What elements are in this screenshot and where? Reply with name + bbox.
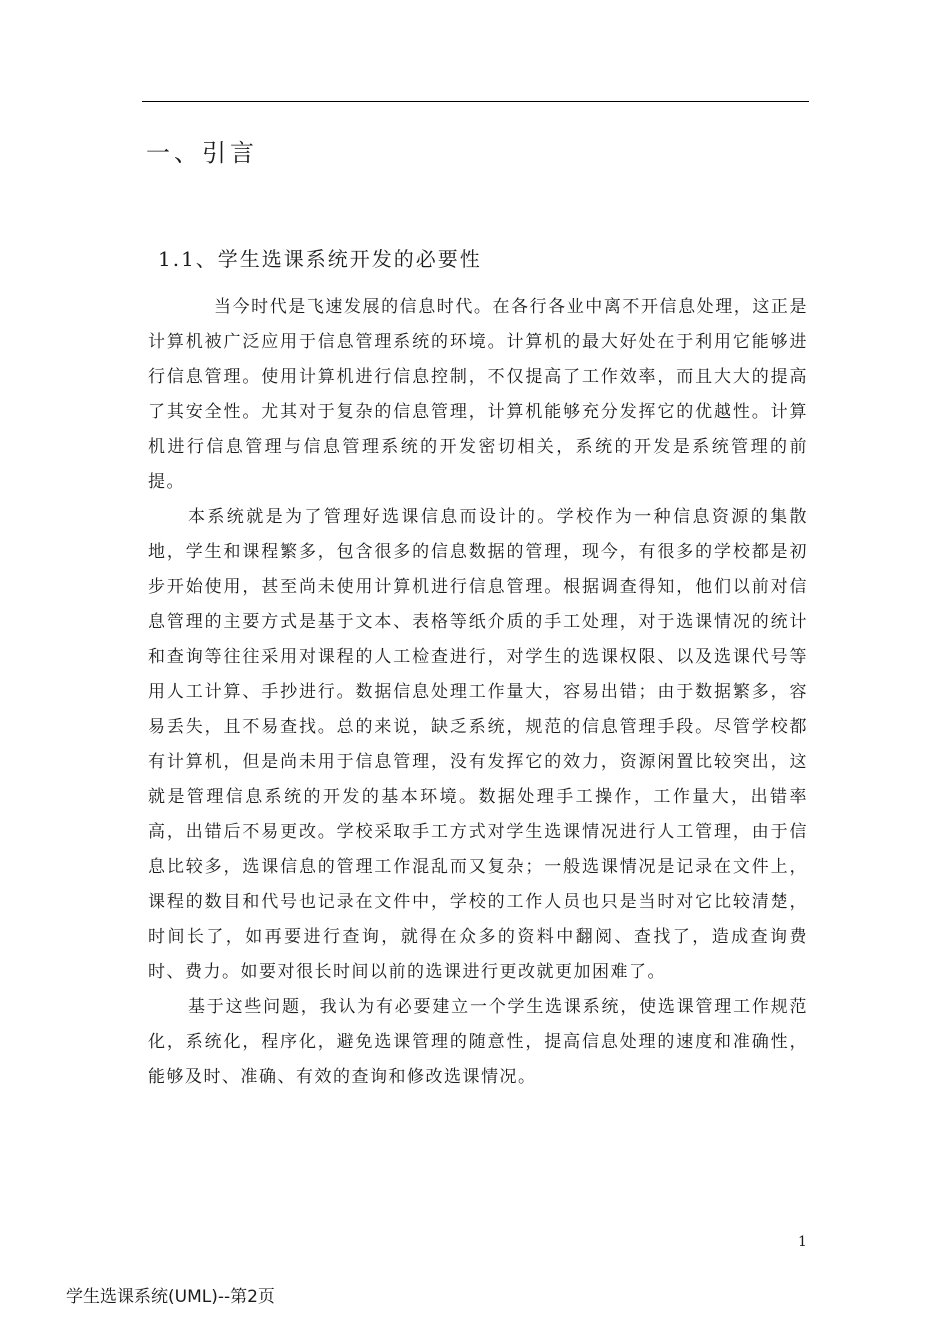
subsection-heading: 1.1、学生选课系统开发的必要性: [158, 247, 482, 271]
section-heading: 一、引言: [146, 139, 258, 167]
footer-caption: 学生选课系统(UML)--第2页: [66, 1287, 275, 1307]
paragraph: 本系统就是为了管理好选课信息而设计的。学校作为一种信息资源的集散地，学生和课程繁多，包含很多的信息数据的管理，现今，有很多的学校都是初步开始使用，甚至尚未使用计算机进行信息管理。根据调查得知，他们以前对信息管理的主要方式是基于文本、表格等纸介质的手工处理，对于选课情况的统计和查询等往往采用对课程的人工检查进行，对学生的选课权限、以及选课代号等用人工计算、手抄进行。数据信息处理工作量大，容易出错；由于数据繁多，容易丢失，且不易查找。总的来说，缺乏系统，规范的信息管理手段。尽管学校都有计算机，但是尚未用于信息管理，没有发挥它的效力，资源闲置比较突出，这就是管理信息系统的开发的基本环境。数据处理手工操作，工作量大，出错率高，出错后不易更改。学校采取手工方式对学生选课情况进行人工管理，由于信息比较多，选课信息的管理工作混乱而又复杂；一般选课情况是记录在文件上，课程的数目和代号也记录在文件中，学校的工作人员也只是当时对它比较清楚，时间长了，如再要进行查询，就得在众多的资料中翻阅、查找了，造成查询费时、费力。如要对很长时间以前的选课进行更改就更加困难了。: [148, 507, 808, 982]
header-rule: [142, 101, 809, 102]
body-text: [148, 290, 808, 1095]
page-number: 1: [798, 1234, 807, 1250]
paragraph: 当今时代是飞速发展的信息时代。在各行各业中离不开信息处理，这正是计算机被广泛应用于信息管理系统的环境。计算机的最大好处在于利用它能够进行信息管理。使用计算机进行信息控制，不仅提高了工作效率，而且大大的提高了其安全性。尤其对于复杂的信息管理，计算机能够充分发挥它的优越性。计算机进行信息管理与信息管理系统的开发密切相关，系统的开发是系统管理的前提。: [148, 297, 808, 492]
paragraph: 基于这些问题，我认为有必要建立一个学生选课系统，使选课管理工作规范化，系统化，程序化，避免选课管理的随意性，提高信息处理的速度和准确性，能够及时、准确、有效的查询和修改选课情况。: [148, 997, 808, 1087]
